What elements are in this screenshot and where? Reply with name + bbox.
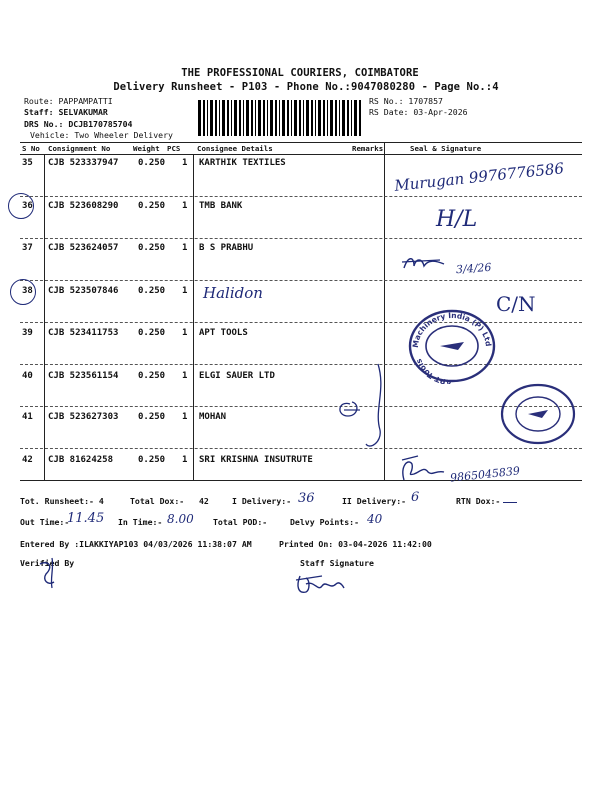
row-39-consignee: APT TOOLS: [199, 328, 248, 338]
vehicle-label: Vehicle: Two Wheeler Delivery: [30, 130, 173, 140]
circle-mark-36: [8, 193, 34, 219]
svg-text:Machinery India (P) Ltd: [411, 311, 493, 348]
row-37-consignment: CJB 523624057: [48, 243, 119, 253]
delvy-points-label: Delvy Points:-: [290, 517, 360, 527]
row-38-pcs: 1: [182, 286, 188, 296]
drs-number: DRS No.: DCJB170785704: [24, 119, 133, 129]
row-35-weight: 0.250: [138, 158, 166, 168]
row-40-consignment: CJB 523561154: [48, 371, 119, 381]
row-37-consignee: B S PRABHU: [199, 243, 254, 253]
row-38-consignment: CJB 523507846: [48, 286, 119, 296]
handwriting-row37-date: 3/4/26: [455, 260, 492, 277]
i-delivery-label: I Delivery:-: [232, 496, 292, 506]
col-weight: Weight: [133, 144, 160, 153]
row-41-sno: 41: [22, 412, 33, 422]
row-37-pcs: 1: [182, 243, 188, 253]
stamp-text-left: APT Tools: [414, 357, 453, 384]
delvy-points-value: 40: [367, 512, 383, 526]
svg-text:APT Tools: [414, 357, 452, 384]
entered-by: Entered By :ILAKKIYAP103 04/03/2026 11:38:07 AM: [20, 539, 252, 549]
row-36-pcs: 1: [182, 201, 188, 211]
rs-date: RS Date: 03-Apr-2026: [369, 107, 468, 117]
out-time-label: Out Time:-: [20, 517, 70, 527]
row-40-pcs: 1: [182, 371, 188, 381]
row-42-consignment: CJB 81624258: [48, 455, 114, 465]
in-time-label: In Time:-: [118, 517, 163, 527]
stamp-text-top: Machinery India (P) Ltd: [410, 310, 494, 349]
verified-by-signature-icon: [34, 552, 74, 592]
row-39-consignment: CJB 523411753: [48, 328, 119, 338]
row-41-pcs: 1: [182, 412, 188, 422]
col-sno: S No: [22, 144, 40, 153]
row-40-weight: 0.250: [138, 371, 166, 381]
handwriting-row37-signature-icon: [400, 252, 448, 274]
row-42-sno: 42: [22, 455, 33, 465]
row-37-weight: 0.250: [138, 243, 166, 253]
i-delivery-value: 36: [298, 491, 315, 506]
col-pcs: PCS: [167, 144, 181, 153]
row-38-weight: 0.250: [138, 286, 166, 296]
row-36-weight: 0.250: [138, 201, 166, 211]
row-35-pcs: 1: [182, 158, 188, 168]
row-42-pcs: 1: [182, 455, 188, 465]
staff-label: Staff: SELVAKUMAR: [24, 107, 108, 117]
runsheet-subtitle: Delivery Runsheet - P103 - Phone No.:9047080280 - Page No.:4: [113, 81, 499, 93]
route-label: Route: PAPPAMPATTI: [24, 96, 113, 106]
row-41-consignee: MOHAN: [199, 412, 227, 422]
verified-by-label: Verified By: [20, 558, 75, 568]
row-35-consignee: KARTHIK TEXTILES: [199, 158, 286, 168]
row-39-weight: 0.250: [138, 328, 166, 338]
staff-signature-label: Staff Signature: [300, 558, 374, 568]
circle-mark-38: [10, 279, 36, 305]
company-seal-stamp-partial-icon: [498, 382, 578, 446]
row-40-consignee: ELGI SAUER LTD: [199, 371, 275, 381]
row-41-consignment: CJB 523627303: [48, 412, 119, 422]
col-remarks: Remarks: [352, 144, 384, 153]
row-36-consignment: CJB 523608290: [48, 201, 119, 211]
barcode-icon: [196, 98, 366, 138]
row-41-weight: 0.250: [138, 412, 166, 422]
handwriting-row35-name: Murugan 9976776586: [393, 159, 565, 195]
col-seal-signature: Seal & Signature: [410, 144, 482, 153]
row-37-sno: 37: [22, 243, 33, 253]
row-35-sno: 35: [22, 158, 33, 168]
total-dox-value: 42: [199, 496, 209, 506]
handwriting-row36-hl: H/L: [436, 207, 478, 232]
row-42-weight: 0.250: [138, 455, 166, 465]
row-42-consignee: SRI KRISHNA INSUTRUTE: [199, 455, 313, 465]
row-39-pcs: 1: [182, 328, 188, 338]
col-consignment: Consignment No: [48, 144, 111, 153]
in-time-value: 8.00: [167, 512, 194, 526]
staff-signature-icon: [292, 570, 348, 600]
total-pod-label: Total POD:-: [213, 517, 268, 527]
row-39-sno: 39: [22, 328, 33, 338]
company-seal-stamp-icon: [406, 308, 498, 384]
row-36-sno: 36: [22, 201, 33, 211]
row-35-consignment: CJB 523337947: [48, 158, 119, 168]
col-consignee: Consignee Details: [197, 144, 273, 153]
rtn-dox-label: RTN Dox:-: [456, 496, 501, 506]
printed-on: Printed On: 03-04-2026 11:42:00: [279, 539, 432, 549]
row-36-consignee: TMB BANK: [199, 201, 243, 211]
ii-delivery-value: 6: [411, 490, 420, 505]
company-title: THE PROFESSIONAL COURIERS, COIMBATORE: [181, 67, 419, 79]
row-38-sno: 38: [22, 286, 33, 296]
rs-number: RS No.: 1707857: [369, 96, 443, 106]
ii-delivery-label: II Delivery:-: [342, 496, 407, 506]
total-dox-label: Total Dox:-: [130, 496, 185, 506]
handwriting-row38-cn: C/N: [496, 292, 536, 316]
signature-row42-icon: [398, 452, 450, 488]
tot-runsheet: Tot. Runsheet:- 4: [20, 496, 104, 506]
out-time-value: 11.45: [67, 511, 105, 526]
handwriting-row42-phone: 9865045839: [449, 464, 521, 485]
row-40-sno: 40: [22, 371, 33, 381]
signature-row40-icon: [330, 360, 390, 456]
handwriting-row38-name: Halidon: [203, 284, 263, 302]
